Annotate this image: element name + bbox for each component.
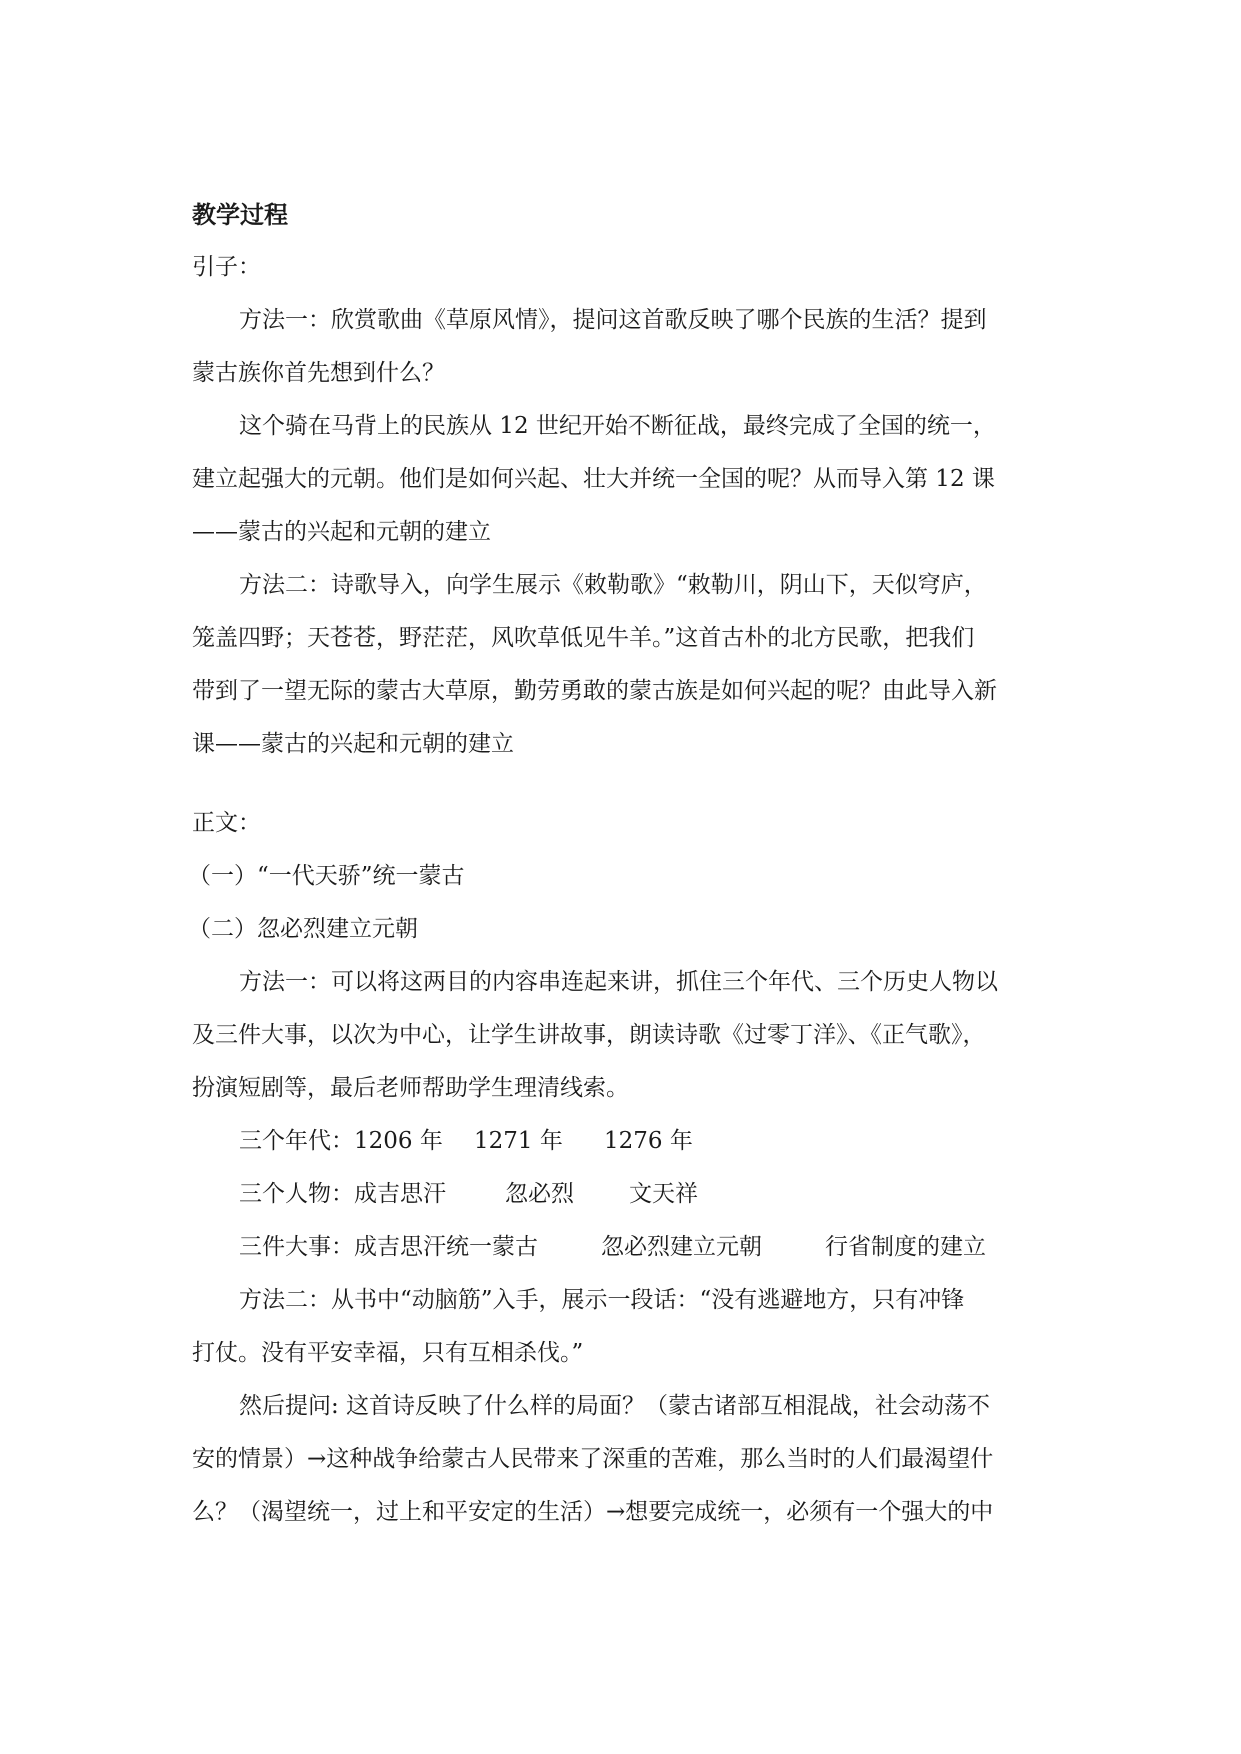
person-item: 文天祥 (629, 1181, 698, 1207)
three-events-row (192, 1221, 1054, 1274)
body-method2-line2: 打仗。没有平安幸福，只有互相杀伐。” (192, 1340, 584, 1366)
subsection-2-title: （二）忽必烈建立元朝 (188, 916, 418, 942)
event-item: 成吉思汗统一蒙古 (354, 1234, 538, 1260)
document-body (188, 188, 1054, 1539)
people-label: 三个人物： (239, 1181, 354, 1207)
intro-p2-line3: ——蒙古的兴起和元朝的建立 (192, 519, 491, 545)
intro-method2-line2: 笼盖四野；天苍苍，野茫茫，风吹草低见牛羊。”这首古朴的北方民歌，把我们 (192, 625, 975, 651)
years-label: 三个年代： (239, 1128, 354, 1154)
person-item: 成吉思汗 (354, 1181, 446, 1207)
intro-method2-line4: 课——蒙古的兴起和元朝的建立 (192, 731, 514, 757)
events-label: 三件大事： (239, 1234, 354, 1260)
body-label: 正文： (192, 810, 261, 836)
intro-method2-line1: 方法二：诗歌导入，向学生展示《敕勒歌》“敕勒川，阴山下，天似穹庐， (239, 572, 987, 598)
subsection-1-title: （一）“一代天骄”统一蒙古 (188, 863, 465, 889)
three-people-row (192, 1168, 1054, 1221)
person-item: 忽必烈 (505, 1181, 574, 1207)
three-years-row (192, 1115, 1054, 1168)
body-method1-line2: 及三件大事，以次为中心，让学生讲故事，朗读诗歌《过零丁洋》、《正气歌》， (192, 1022, 986, 1048)
question-line3: 么？（渴望统一，过上和平安定的生活）→想要完成统一，必须有一个强大的中 (192, 1499, 994, 1525)
intro-method1-line2: 蒙古族你首先想到什么？ (192, 360, 445, 386)
year-item: 1276 年 (604, 1128, 693, 1154)
body-method2-line1: 方法二：从书中“动脑筋”入手，展示一段话：“没有逃避地方，只有冲锋 (239, 1287, 965, 1313)
event-item: 行省制度的建立 (825, 1234, 986, 1260)
question-line2: 安的情景）→这种战争给蒙古人民带来了深重的苦难，那么当时的人们最渴望什 (192, 1446, 994, 1472)
question-line1: 然后提问: 这首诗反映了什么样的局面？（蒙古诸部互相混战，社会动荡不 (239, 1393, 991, 1419)
body-method1-line3: 扮演短剧等，最后老师帮助学生理清线索。 (192, 1075, 629, 1101)
intro-p2-line1: 这个骑在马背上的民族从 12 世纪开始不断征战，最终完成了全国的统一， (239, 413, 996, 439)
event-item: 忽必烈建立元朝 (601, 1234, 762, 1260)
body-method1-line1: 方法一：可以将这两目的内容串连起来讲，抓住三个年代、三个历史人物以 (239, 969, 998, 995)
intro-label: 引子： (192, 254, 261, 280)
paragraph-gap (192, 771, 1054, 797)
intro-method2-line3: 带到了一望无际的蒙古大草原，勤劳勇敢的蒙古族是如何兴起的呢？由此导入新 (192, 678, 997, 704)
year-item: 1206 年 (354, 1128, 443, 1154)
section-heading: 教学过程 (192, 200, 288, 229)
year-item: 1271 年 (474, 1128, 563, 1154)
intro-p2-line2: 建立起强大的元朝。他们是如何兴起、壮大并统一全国的呢？从而导入第 12 课 (192, 466, 995, 492)
intro-method1-line1: 方法一：欣赏歌曲《草原风情》，提问这首歌反映了哪个民族的生活？提到 (239, 307, 987, 333)
